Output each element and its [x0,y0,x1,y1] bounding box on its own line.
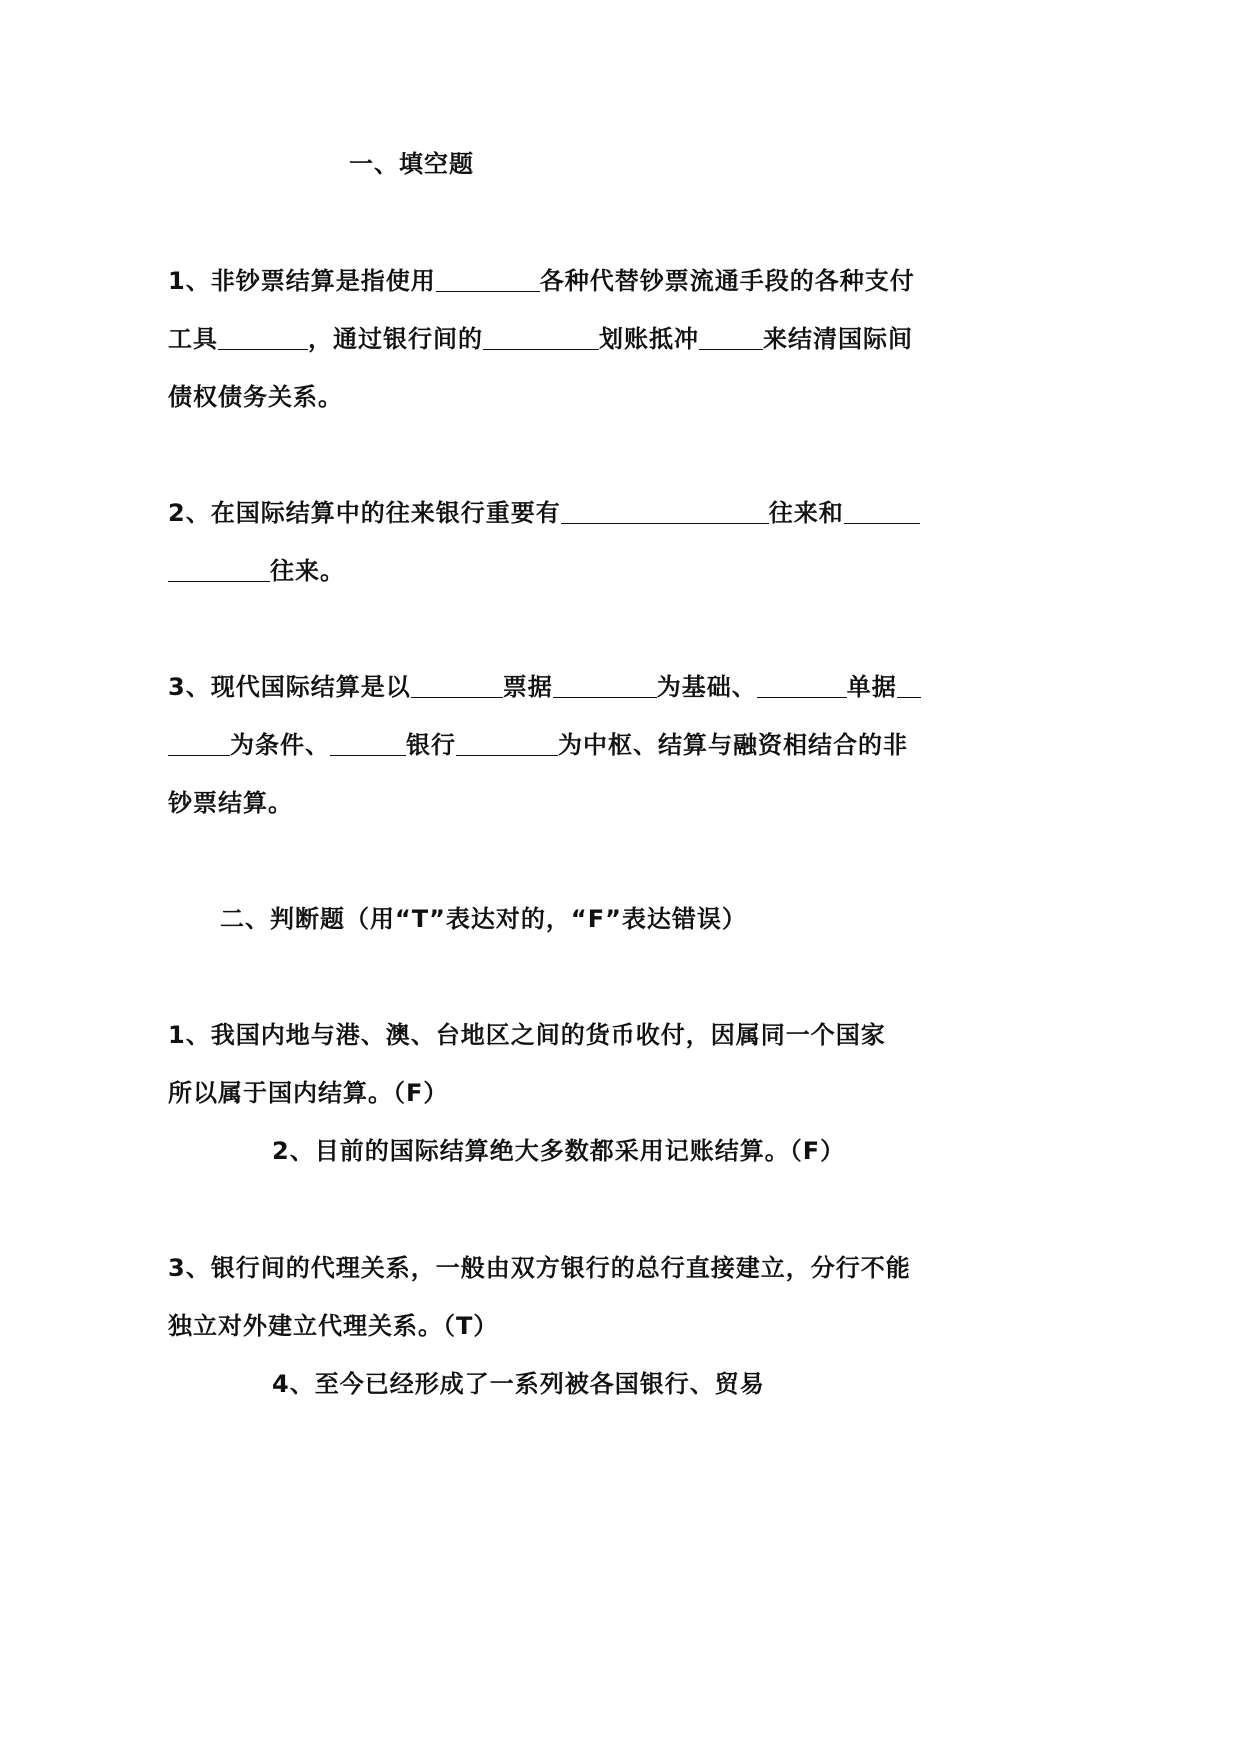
fill-q1-line2 [168,324,913,354]
tf-q4-line1: 4、至今已经形成了一系列被各国银行、贸易 [272,1370,765,1398]
text: 工具 [168,325,218,353]
text: 3、现代国际结算是以 [168,673,411,701]
answer-blank [168,731,230,756]
tf-q1-line2: 所以属于国内结算。（F） [168,1079,449,1107]
answer-blank [757,673,847,698]
text: 为基础、 [656,673,757,701]
answer-blank [483,325,599,350]
text: 单据 [846,673,897,701]
text: ，通过银行间的 [308,325,483,353]
answer-blank [456,731,558,756]
text: 2、在国际结算中的往来银行重要有 [168,499,561,527]
tf-q1-line1: 1、我国内地与港、澳、台地区之间的货币收付，因属同一个国家 [168,1021,886,1049]
fill-q2-line1 [168,498,920,528]
text: 为中枢、结算与融资相结合的非 [558,731,908,759]
answer-blank [844,499,920,524]
text: 划账抵冲 [599,325,699,353]
answer-blank [897,673,921,698]
answer-blank [330,731,406,756]
answer-blank [218,325,308,350]
fill-q3-line3: 钞票结算。 [168,789,293,817]
section-1-title: 一、填空题 [349,150,474,178]
text: 票据 [502,673,553,701]
text: 为条件、 [230,731,330,759]
fill-q2-line2 [168,556,345,586]
text: 往来。 [270,557,345,585]
tf-q3-line2: 独立对外建立代理关系。（T） [168,1312,499,1340]
fill-q1-line3: 债权债务关系。 [168,383,343,411]
text: 银行 [406,731,456,759]
answer-blank [553,673,657,698]
fill-q3-line2 [168,730,908,760]
tf-q2-line1: 2、目前的国际结算绝大多数都采用记账结算。（F） [272,1137,846,1165]
text: 往来和 [768,499,844,527]
text: 各种代替钞票流通手段的各种支付 [539,267,915,295]
answer-blank [436,267,540,292]
tf-q3-line1: 3、银行间的代理关系，一般由双方银行的总行直接建立，分行不能 [168,1254,911,1282]
answer-blank [699,325,763,350]
answer-blank [411,673,503,698]
answer-blank [561,499,769,524]
text: 1、非钞票结算是指使用 [168,267,436,295]
section-2-title: 二、判断题（用“T”表达对的，“F”表达错误） [220,905,747,933]
text: 来结清国际间 [763,325,913,353]
answer-blank [168,557,270,582]
fill-q1-line1 [168,266,915,296]
fill-q3-line1 [168,672,921,702]
